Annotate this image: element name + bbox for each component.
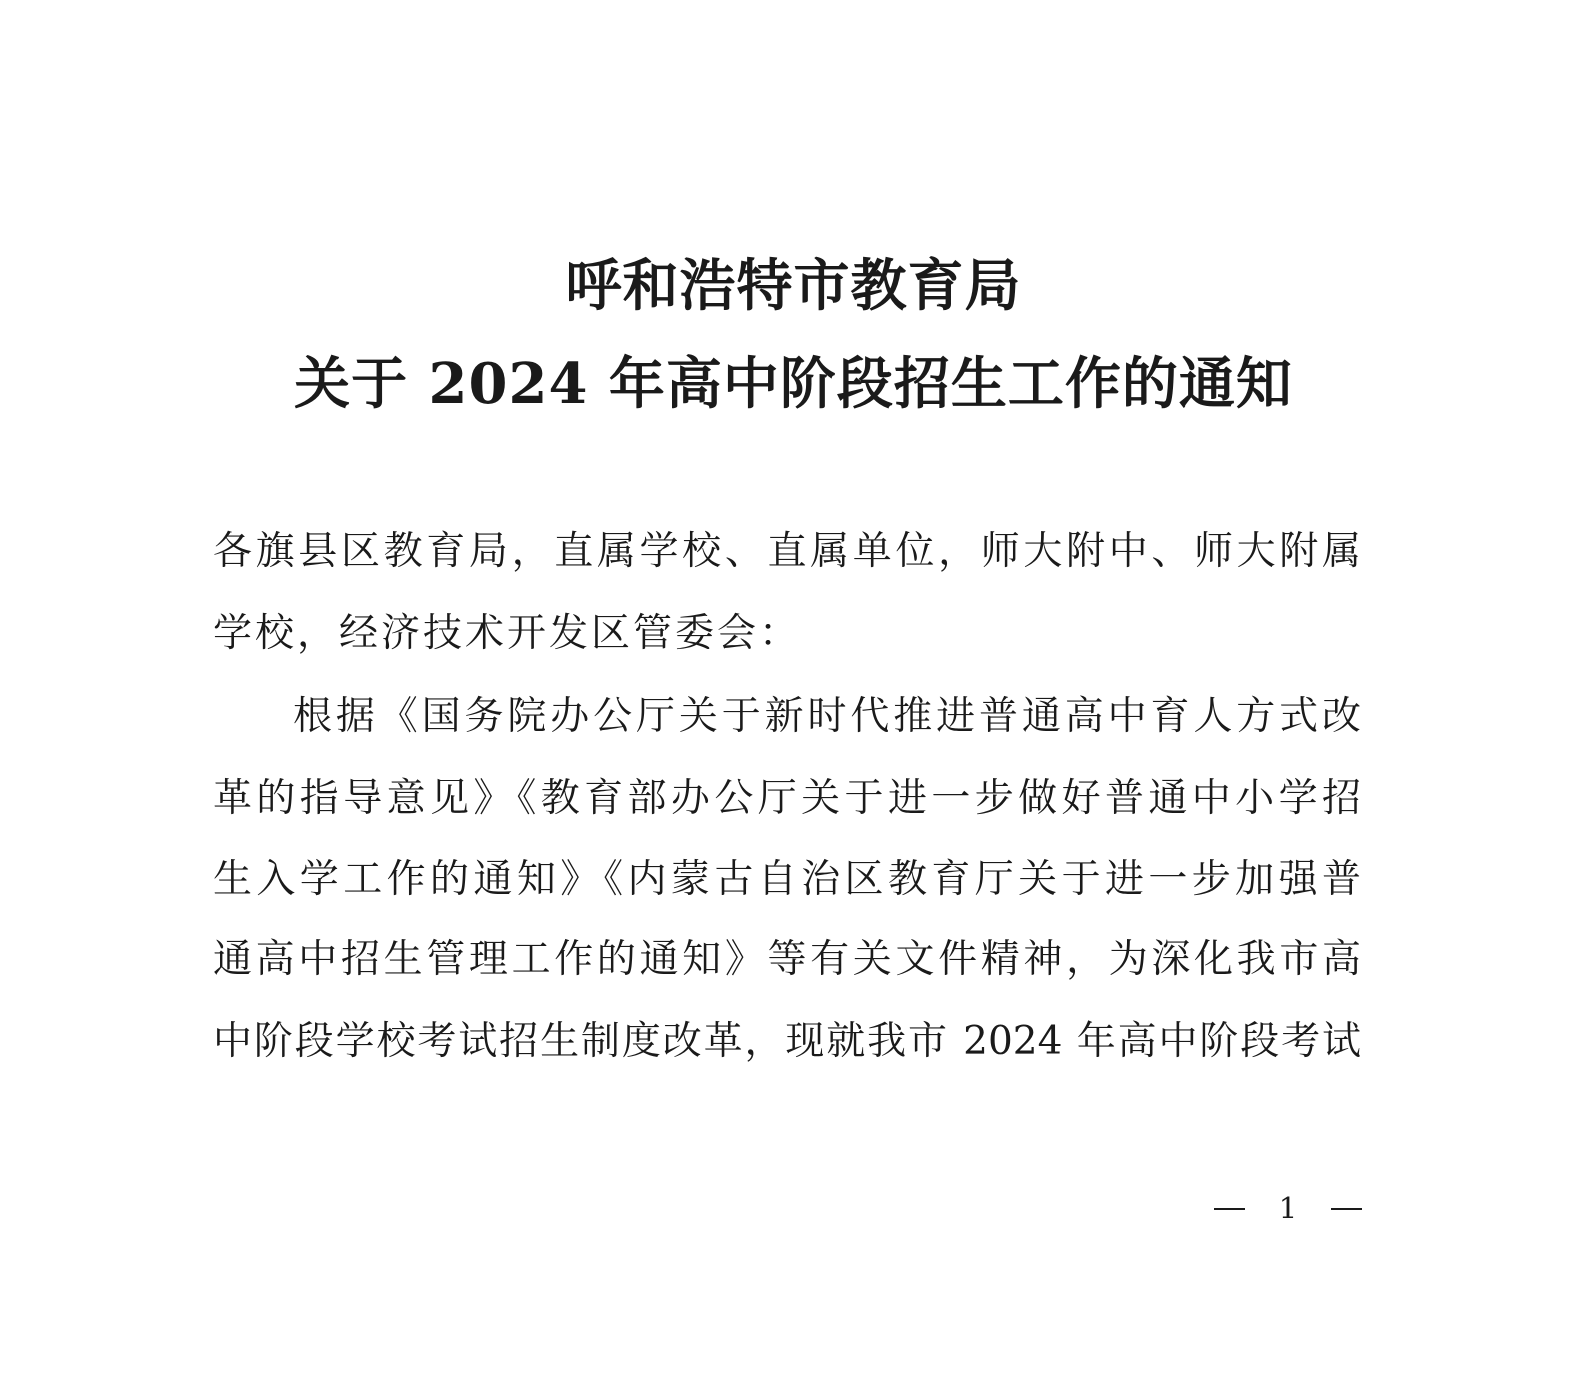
document-title-line1: 呼和浩特市教育局 [565,253,1022,319]
page-number-left-dash [1214,1208,1245,1210]
paragraph-line: 生入学工作的通知》《内蒙古自治区教育厅关于进一步加强普 [213,857,1361,902]
page-number-right-dash [1331,1208,1362,1210]
paragraph-line: 革的指导意见》《教育部办公厅关于进一步做好普通中小学招 [213,776,1361,821]
addressee-line1: 各旗县区教育局，直属学校、直属单位，师大附中、师大附属 [213,529,1361,574]
paragraph-line: 通高中招生管理工作的通知》等有关文件精神，为深化我市高 [213,937,1361,982]
page-number: 1 [1278,1191,1298,1225]
paragraph-line: 中阶段学校考试招生制度改革，现就我市 2024 年高中阶段考试 [213,1019,1361,1064]
addressee-line2: 学校，经济技术开发区管委会： [213,611,802,656]
paragraph-line: 根据《国务院办公厅关于新时代推进普通高中育人方式改 [293,694,1361,739]
page-footer [1214,1191,1362,1225]
document-title-line2: 关于 2024 年高中阶段招生工作的通知 [294,351,1293,417]
